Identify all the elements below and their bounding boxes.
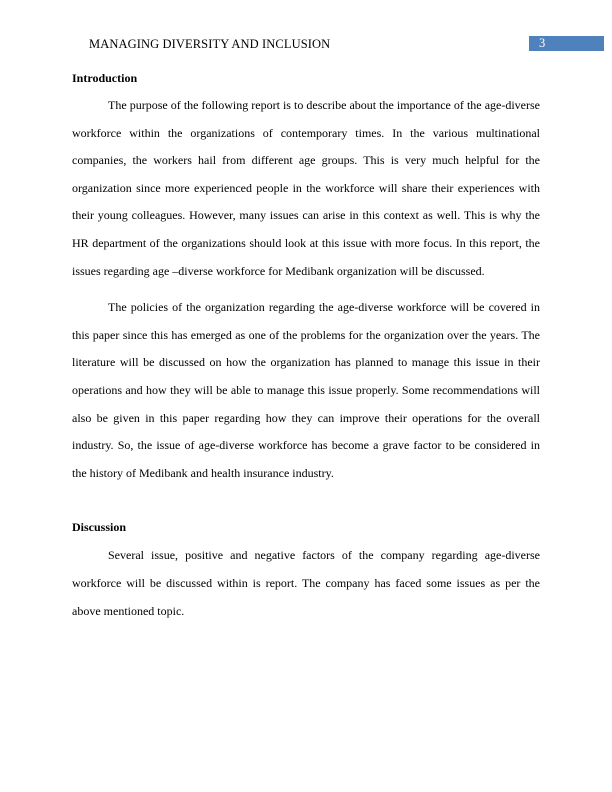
running-head: MANAGING DIVERSITY AND INCLUSION <box>89 37 331 51</box>
introduction-paragraph-1: The purpose of the following report is to describe about the importance of the age-diverse workforce within the organizations of contemporary times. In the various multinational companies, the workers hail from different age groups. This is very much helpful for the organization since more experienced people in the workforce will share their experiences with their young colleagues. However, many issues can arise in this context as well. This is why the HR department of the organizations should look at this issue with more focus. In this report, the issues regarding age –diverse workforce for Medibank organization will be discussed. <box>72 98 540 278</box>
document-body <box>72 69 540 625</box>
page-number-box <box>529 36 604 51</box>
discussion-heading: Discussion <box>72 520 127 535</box>
introduction-heading: Introduction <box>72 71 138 85</box>
discussion-paragraph-1: Several issue, positive and negative factors of the company regarding age-diverse workforce will be discussed within is report. The company has faced some issues as per the above mentioned topic. <box>72 548 540 618</box>
introduction-paragraph-2: The policies of the organization regarding the age-diverse workforce will be covered in this paper since this has emerged as one of the problems for the organization over the years. The literature will be discussed on how the organization has planned to manage this issue in their operations and how they will be able to manage this issue properly. Some recommendations will also be given in this paper regarding how they can improve their operations for the overall industry. So, the issue of age-diverse workforce has become a grave factor to be considered in the history of Medibank and health insurance industry. <box>72 300 540 480</box>
page-number: 3 <box>539 36 546 50</box>
